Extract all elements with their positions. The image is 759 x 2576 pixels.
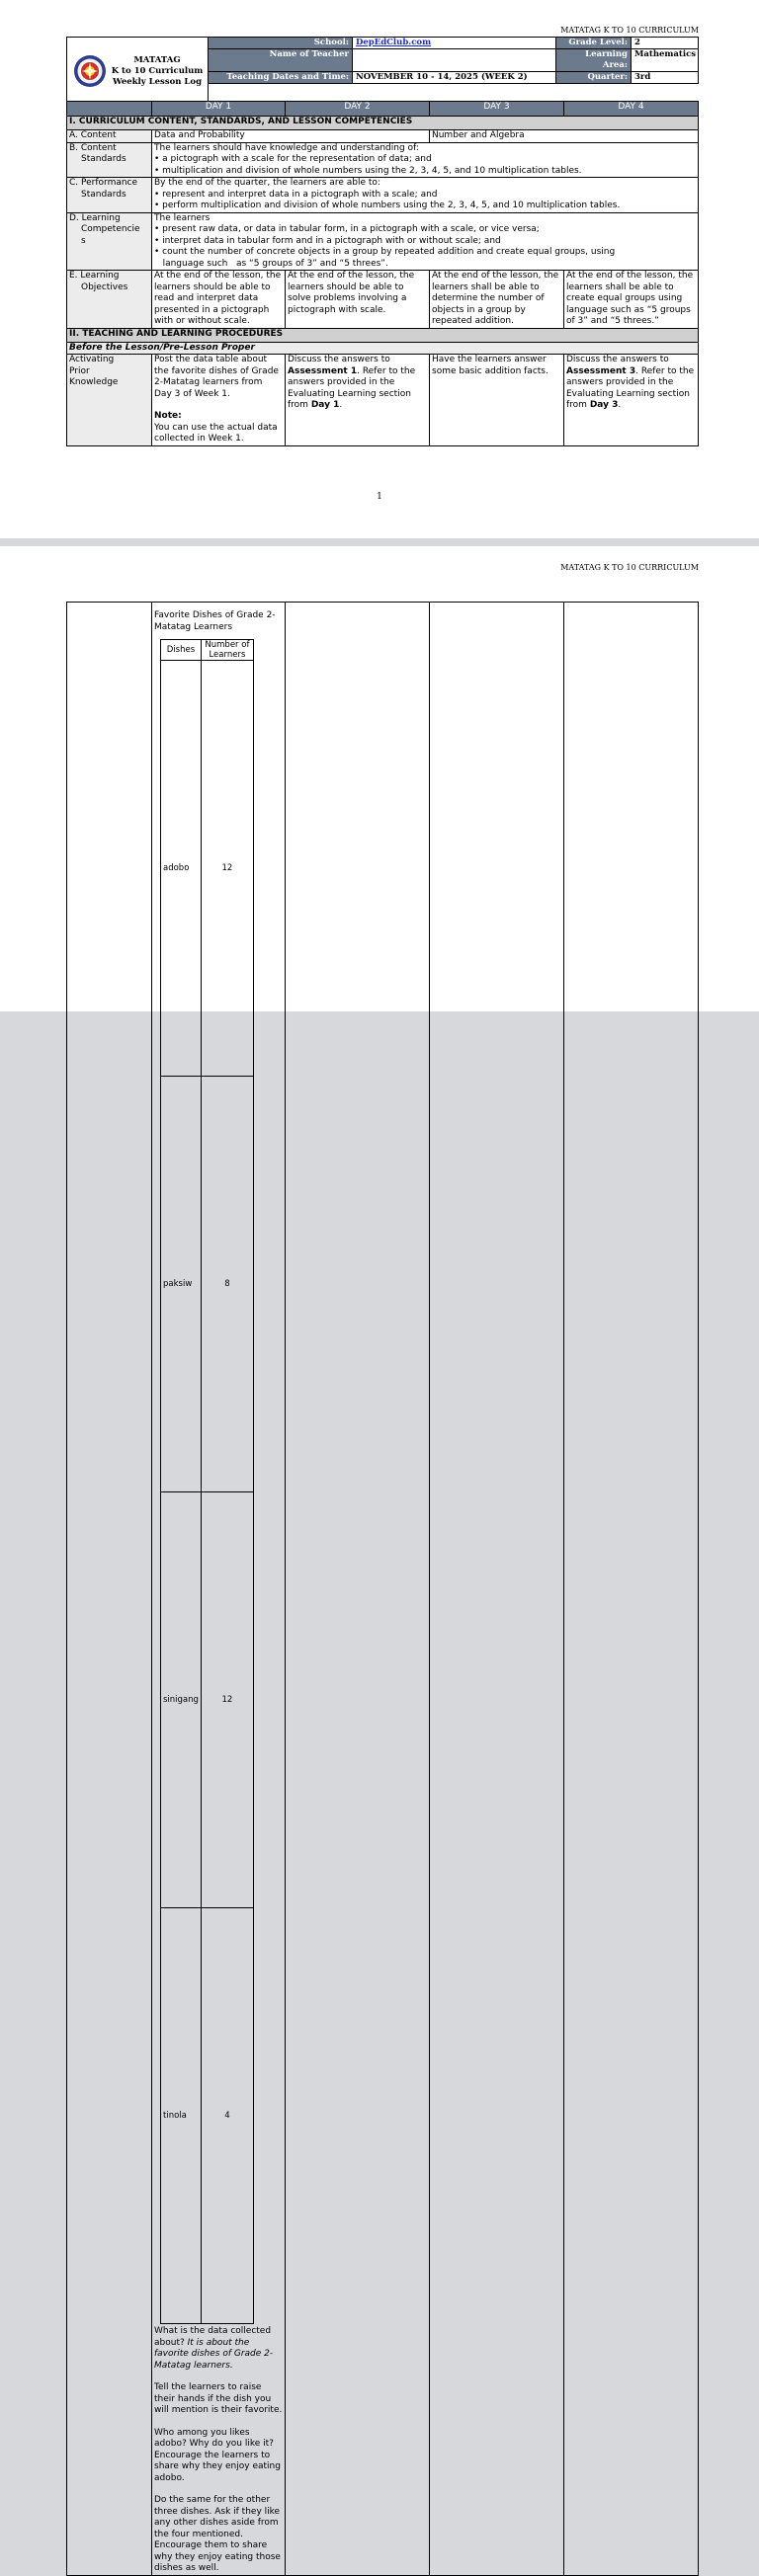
dates-value: NOVEMBER 10 - 14, 2025 (WEEK 2): [353, 72, 556, 84]
school-label: School:: [209, 38, 353, 49]
content-standards-text: The learners should have knowledge and understanding of: • a pictograph with a scale for the representation of data; and • multiplication and division of whole numbers using the 2, 3, 4, 5, and 10 multiplication tables.: [152, 142, 699, 178]
area-value: Mathematics: [632, 49, 699, 72]
corner-cell: [67, 102, 152, 117]
objectives-day-4: At the end of the lesson, the learners shall be able to create equal groups using language such as “5 groups of 3” and “5 threes.”: [564, 271, 699, 329]
section-2-heading: II. TEACHING AND LEARNING PROCEDURES: [67, 328, 699, 342]
content-day-3-4: Number and Algebra: [430, 130, 699, 143]
content-label: A. Content: [67, 130, 152, 143]
teacher-value: [353, 49, 556, 72]
activating-day-2: Discuss the answers to Assessment 1. Refer to the answers provided in the Evaluating Learning section from Day 1.: [286, 355, 430, 446]
day-3-header: DAY 3: [430, 102, 564, 117]
content-day-1-2: Data and Probability: [152, 130, 430, 143]
dishes-table: [160, 639, 254, 2324]
page-number: 1: [377, 492, 382, 502]
title-line-1: MATATAG: [133, 54, 181, 65]
title-block: [67, 38, 209, 107]
continued-day-2: [286, 603, 430, 2576]
teacher-label: Name of Teacher: [209, 49, 353, 72]
objectives-day-1: At the end of the lesson, the learners should be able to read and interpret data presented in a pictograph with or without scale.: [152, 271, 286, 329]
title-line-2: K to 10 Curriculum: [111, 65, 204, 76]
page-1: [0, 0, 759, 538]
quarter-label: Quarter:: [556, 72, 632, 84]
title-line-3: Weekly Lesson Log: [112, 76, 203, 87]
day-2-header: DAY 2: [286, 102, 430, 117]
objectives-day-2: At the end of the lesson, the learners should be able to solve problems involving a pictograph with scale.: [286, 271, 430, 329]
continued-day-3: [430, 603, 564, 2576]
continued-day-1: [152, 603, 286, 2576]
question-text: What is the data collected about? It is about the favorite dishes of Grade 2- Matatag learners.: [154, 2326, 274, 2371]
objectives-day-3: At the end of the lesson, the learners shall be able to determine the number of objects in a group by repeated addition.: [430, 271, 564, 329]
instruction-2: Who among you likes adobo? Why do you like it? Encourage the learners to share why they enjoy eating adobo.: [154, 2427, 281, 2483]
running-header-2: MATATAG K TO 10 CURRICULUM: [560, 563, 699, 572]
day-4-header: DAY 4: [564, 102, 699, 117]
dishes-table-title: Favorite Dishes of Grade 2- Matatag Learners: [154, 610, 276, 632]
instruction-4: Encourage them to share why they enjoy eating those dishes as well.: [154, 2540, 281, 2573]
objectives-label: E. Learning Objectives: [67, 271, 152, 329]
activating-day-3: Have the learners answer some basic addition facts.: [430, 355, 564, 446]
instruction-1: Tell the learners to raise their hands if the dish you will mention is their favorite.: [154, 2382, 283, 2415]
school-link[interactable]: DepEdClub.com: [356, 38, 432, 47]
grade-value: 2: [632, 38, 699, 49]
col-dishes: Dishes: [161, 640, 202, 661]
lesson-log-header: [66, 37, 699, 107]
activating-day-1: Post the data table about the favorite dishes of Grade 2-Matatag learners from Day 3 of Week 1. Note: You can use the actual data collected in Week 1.: [152, 355, 286, 446]
lesson-table-continued: [66, 602, 699, 2576]
instruction-3: Do the same for the other three dishes. Ask if they like any other dishes aside from the four mentioned.: [154, 2495, 281, 2539]
activating-label: Activating Prior Knowledge: [67, 355, 152, 446]
section-1-heading: I. CURRICULUM CONTENT, STANDARDS, AND LESSON COMPETENCIES: [67, 117, 699, 130]
running-header: MATATAG K TO 10 CURRICULUM: [560, 26, 699, 35]
table-row: adobo 12: [161, 661, 254, 1077]
page-2: [0, 546, 759, 2573]
table-row: sinigang 12: [161, 1492, 254, 1908]
quarter-value: 3rd: [632, 72, 699, 84]
competencies-text: The learners • present raw data, or data in tabular form, in a pictograph with a scale, or vice versa; • interpret data in tabular form and in a pictograph with or without scale; and • count the number of concrete objects in a group by repeated addition and create equal groups, using language such as “5 groups of 3” and “5 threes”.: [152, 212, 699, 271]
performance-standards-text: By the end of the quarter, the learners are able to: • represent and interpret data in a pictograph with a scale; and • perform multiplication and division of whole numbers using the 2, 3, 4, 5, and 10 multiplication tables.: [152, 178, 699, 213]
table-row: tinola 4: [161, 1908, 254, 2324]
performance-standards-label: C. Performance Standards: [67, 178, 152, 213]
continued-label-cell: [67, 603, 152, 2576]
continued-day-4: [564, 603, 699, 2576]
before-lesson-heading: Before the Lesson/Pre-Lesson Proper: [67, 342, 699, 355]
table-row: paksiw 8: [161, 1077, 254, 1492]
lesson-table: [66, 101, 699, 446]
activating-day-4: Discuss the answers to Assessment 3. Refer to the answers provided in the Evaluating Learning section from Day 3.: [564, 355, 699, 446]
dates-label: Teaching Dates and Time:: [209, 72, 353, 84]
content-standards-label: B. Content Standards: [67, 142, 152, 178]
area-label: Learning Area:: [556, 49, 632, 72]
col-number: Number of Learners: [201, 640, 253, 661]
day-1-header: DAY 1: [152, 102, 286, 117]
grade-label: Grade Level:: [556, 38, 632, 49]
competencies-label: D. Learning Competencie s: [67, 212, 152, 271]
deped-seal-icon: [73, 54, 107, 88]
